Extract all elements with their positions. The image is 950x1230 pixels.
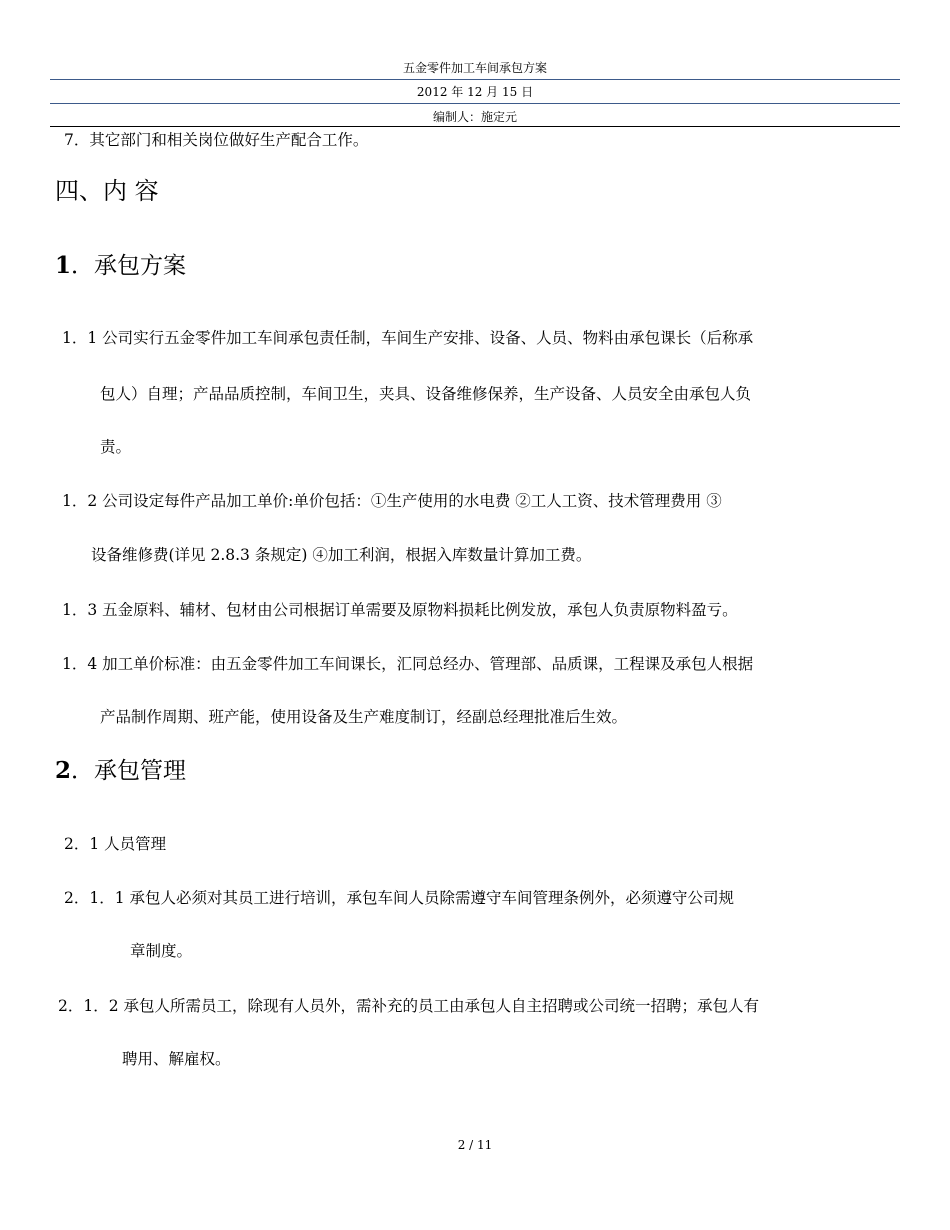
heading-text: ．承包管理 — [71, 758, 187, 784]
header-rule-2 — [50, 103, 900, 104]
paragraph-2-1-2-line-1: 2．1．2 承包人所需员工，除现有人员外，需补充的员工由承包人自主招聘或公司统一招聘；承包人有 — [58, 997, 760, 1015]
paragraph-2-1-2-line-2: 聘用、解雇权。 — [122, 1050, 231, 1068]
paragraph-item-7: 7．其它部门和相关岗位做好生产配合工作。 — [64, 131, 369, 149]
paragraph-1-2-line-2: 设备维修费(详见 2.8.3 条规定) ④加工利润，根据入库数量计算加工费。 — [91, 546, 592, 564]
paragraph-2-1-1-line-1: 2．1．1 承包人必须对其员工进行培训，承包车间人员除需遵守车间管理条例外，必须遵守公司规 — [64, 889, 735, 907]
heading-text: ．承包方案 — [71, 253, 187, 279]
paragraph-1-4-line-1: 1．4 加工单价标准：由五金零件加工车间课长，汇同总经办、管理部、品质课，工程课及承包人根据 — [62, 655, 754, 673]
header-author: 编制人：施定元 — [432, 110, 517, 124]
paragraph-2-1: 2．1 人员管理 — [64, 835, 167, 853]
paragraph-2-1-1-line-2: 章制度。 — [130, 942, 193, 960]
header-rule-1 — [50, 79, 900, 80]
heading-contract-management — [55, 756, 186, 786]
paragraph-1-1-line-3: 责。 — [100, 438, 132, 456]
section-heading-content: 四、内 容 — [55, 177, 159, 205]
header-date: 2012 年 12 月 15 日 — [416, 85, 534, 99]
header-rule-3 — [50, 126, 900, 127]
page-number: 2 / 11 — [457, 1138, 493, 1152]
paragraph-1-2-line-1: 1．2 公司设定每件产品加工单价:单价包括：①生产使用的水电费 ②工人工资、技术管理费用 ③ — [62, 492, 722, 510]
paragraph-1-4-line-2: 产品制作周期、班产能，使用设备及生产难度制订，经副总经理批准后生效。 — [100, 708, 628, 726]
header-title: 五金零件加工车间承包方案 — [402, 61, 547, 75]
heading-number: 2 — [55, 757, 72, 784]
paragraph-1-1-line-2: 包人）自理；产品品质控制，车间卫生，夹具、设备维修保养，生产设备、人员安全由承包人负 — [100, 385, 752, 403]
heading-number: 1 — [55, 252, 72, 279]
heading-contract-plan — [55, 251, 186, 281]
paragraph-1-1-line-1: 1．1 公司实行五金零件加工车间承包责任制，车间生产安排、设备、人员、物料由承包课长（后称承 — [62, 329, 754, 347]
paragraph-1-3: 1．3 五金原料、辅材、包材由公司根据订单需要及原物料损耗比例发放，承包人负责原物料盈亏。 — [62, 601, 738, 619]
